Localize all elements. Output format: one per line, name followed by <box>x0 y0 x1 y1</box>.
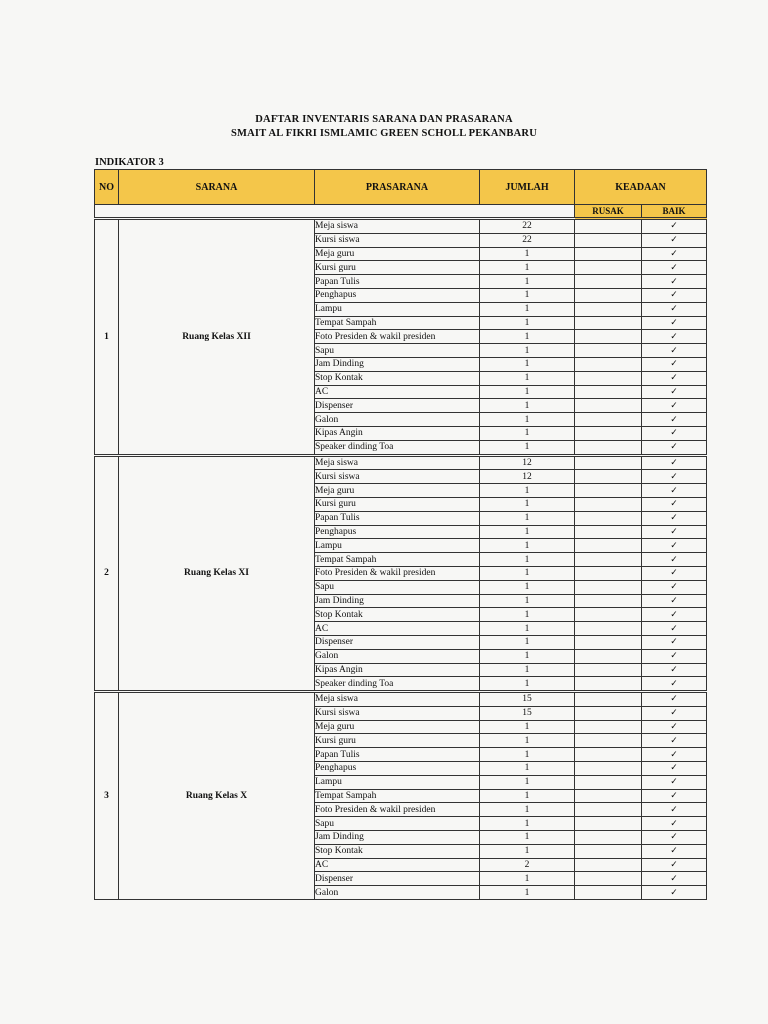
item-prasarana: Meja guru <box>315 247 480 261</box>
check-icon: ✓ <box>642 580 707 594</box>
item-rusak <box>575 371 642 385</box>
item-rusak <box>575 344 642 358</box>
item-jumlah: 1 <box>480 399 575 413</box>
item-jumlah: 1 <box>480 247 575 261</box>
item-prasarana: Kipas Angin <box>315 663 480 677</box>
item-rusak <box>575 553 642 567</box>
item-rusak <box>575 844 642 858</box>
table-row <box>95 219 707 234</box>
item-prasarana: Jam Dinding <box>315 594 480 608</box>
check-icon: ✓ <box>642 720 707 734</box>
item-prasarana: Meja siswa <box>315 692 480 707</box>
item-prasarana: Lampu <box>315 539 480 553</box>
item-prasarana: Penghapus <box>315 762 480 776</box>
item-rusak <box>575 817 642 831</box>
item-prasarana: Tempat Sampah <box>315 789 480 803</box>
check-icon: ✓ <box>642 261 707 275</box>
item-prasarana: Foto Presiden & wakil presiden <box>315 566 480 580</box>
check-icon: ✓ <box>642 566 707 580</box>
item-prasarana: Jam Dinding <box>315 357 480 371</box>
item-rusak <box>575 720 642 734</box>
header-prasarana: PRASARANA <box>315 170 480 205</box>
check-icon: ✓ <box>642 511 707 525</box>
item-jumlah: 1 <box>480 831 575 845</box>
item-prasarana: Stop Kontak <box>315 844 480 858</box>
item-prasarana: Penghapus <box>315 288 480 302</box>
header-keadaan: KEADAAN <box>575 170 707 205</box>
item-jumlah: 15 <box>480 692 575 707</box>
item-jumlah: 1 <box>480 440 575 455</box>
item-rusak <box>575 288 642 302</box>
item-jumlah: 1 <box>480 635 575 649</box>
item-prasarana: Meja guru <box>315 484 480 498</box>
item-jumlah: 22 <box>480 233 575 247</box>
item-jumlah: 1 <box>480 330 575 344</box>
item-jumlah: 1 <box>480 608 575 622</box>
item-jumlah: 1 <box>480 872 575 886</box>
item-prasarana: Lampu <box>315 302 480 316</box>
table-row <box>95 455 707 470</box>
item-jumlah: 15 <box>480 706 575 720</box>
item-rusak <box>575 692 642 707</box>
header-sarana: SARANA <box>119 170 315 205</box>
item-prasarana: Foto Presiden & wakil presiden <box>315 330 480 344</box>
group-number: 3 <box>95 692 119 900</box>
check-icon: ✓ <box>642 553 707 567</box>
item-rusak <box>575 886 642 900</box>
item-rusak <box>575 539 642 553</box>
check-icon: ✓ <box>642 734 707 748</box>
check-icon: ✓ <box>642 413 707 427</box>
item-rusak <box>575 775 642 789</box>
item-rusak <box>575 858 642 872</box>
item-prasarana: Papan Tulis <box>315 275 480 289</box>
item-prasarana: Penghapus <box>315 525 480 539</box>
item-prasarana: Meja siswa <box>315 219 480 234</box>
item-rusak <box>575 594 642 608</box>
check-icon: ✓ <box>642 608 707 622</box>
item-jumlah: 1 <box>480 511 575 525</box>
item-jumlah: 1 <box>480 649 575 663</box>
item-prasarana: Kursi siswa <box>315 470 480 484</box>
item-rusak <box>575 525 642 539</box>
item-jumlah: 1 <box>480 316 575 330</box>
item-jumlah: 1 <box>480 357 575 371</box>
check-icon: ✓ <box>642 748 707 762</box>
item-jumlah: 1 <box>480 663 575 677</box>
item-rusak <box>575 803 642 817</box>
item-rusak <box>575 413 642 427</box>
check-icon: ✓ <box>642 858 707 872</box>
item-prasarana: AC <box>315 385 480 399</box>
group-number: 1 <box>95 219 119 456</box>
item-jumlah: 1 <box>480 720 575 734</box>
check-icon: ✓ <box>642 886 707 900</box>
check-icon: ✓ <box>642 371 707 385</box>
header-jumlah: JUMLAH <box>480 170 575 205</box>
item-jumlah: 1 <box>480 734 575 748</box>
item-prasarana: Stop Kontak <box>315 608 480 622</box>
item-prasarana: Galon <box>315 886 480 900</box>
check-icon: ✓ <box>642 872 707 886</box>
check-icon: ✓ <box>642 302 707 316</box>
item-rusak <box>575 497 642 511</box>
item-rusak <box>575 608 642 622</box>
item-rusak <box>575 734 642 748</box>
item-rusak <box>575 635 642 649</box>
item-jumlah: 1 <box>480 413 575 427</box>
check-icon: ✓ <box>642 316 707 330</box>
check-icon: ✓ <box>642 594 707 608</box>
item-rusak <box>575 440 642 455</box>
item-prasarana: Sapu <box>315 817 480 831</box>
item-jumlah: 1 <box>480 775 575 789</box>
item-rusak <box>575 622 642 636</box>
item-prasarana: Speaker dinding Toa <box>315 677 480 692</box>
header-no: NO <box>95 170 119 205</box>
check-icon: ✓ <box>642 539 707 553</box>
item-prasarana: Sapu <box>315 344 480 358</box>
item-prasarana: Galon <box>315 649 480 663</box>
item-rusak <box>575 872 642 886</box>
group-number: 2 <box>95 455 119 692</box>
check-icon: ✓ <box>642 426 707 440</box>
check-icon: ✓ <box>642 635 707 649</box>
item-rusak <box>575 219 642 234</box>
item-jumlah: 1 <box>480 288 575 302</box>
item-jumlah: 1 <box>480 817 575 831</box>
item-jumlah: 22 <box>480 219 575 234</box>
item-prasarana: Tempat Sampah <box>315 316 480 330</box>
item-prasarana: Sapu <box>315 580 480 594</box>
item-jumlah: 1 <box>480 566 575 580</box>
item-rusak <box>575 470 642 484</box>
check-icon: ✓ <box>642 455 707 470</box>
document-title: DAFTAR INVENTARIS SARANA DAN PRASARANA <box>255 114 513 125</box>
item-jumlah: 1 <box>480 539 575 553</box>
item-prasarana: AC <box>315 858 480 872</box>
header-baik: BAIK <box>642 205 707 219</box>
item-rusak <box>575 426 642 440</box>
check-icon: ✓ <box>642 399 707 413</box>
group-sarana: Ruang Kelas XI <box>119 455 315 692</box>
item-jumlah: 1 <box>480 497 575 511</box>
item-jumlah: 1 <box>480 622 575 636</box>
item-jumlah: 1 <box>480 762 575 776</box>
item-jumlah: 1 <box>480 803 575 817</box>
item-jumlah: 1 <box>480 371 575 385</box>
item-jumlah: 1 <box>480 789 575 803</box>
item-prasarana: Stop Kontak <box>315 371 480 385</box>
item-jumlah: 12 <box>480 470 575 484</box>
item-rusak <box>575 484 642 498</box>
header-spacer <box>95 205 575 219</box>
item-rusak <box>575 233 642 247</box>
item-prasarana: Papan Tulis <box>315 748 480 762</box>
check-icon: ✓ <box>642 440 707 455</box>
item-rusak <box>575 748 642 762</box>
item-jumlah: 2 <box>480 858 575 872</box>
item-rusak <box>575 247 642 261</box>
item-rusak <box>575 357 642 371</box>
check-icon: ✓ <box>642 330 707 344</box>
item-prasarana: Dispenser <box>315 399 480 413</box>
item-jumlah: 12 <box>480 455 575 470</box>
item-rusak <box>575 302 642 316</box>
item-prasarana: Lampu <box>315 775 480 789</box>
item-rusak <box>575 261 642 275</box>
item-jumlah: 1 <box>480 844 575 858</box>
check-icon: ✓ <box>642 677 707 692</box>
item-jumlah: 1 <box>480 886 575 900</box>
item-rusak <box>575 663 642 677</box>
item-jumlah: 1 <box>480 426 575 440</box>
item-jumlah: 1 <box>480 261 575 275</box>
check-icon: ✓ <box>642 762 707 776</box>
check-icon: ✓ <box>642 775 707 789</box>
item-rusak <box>575 762 642 776</box>
item-prasarana: Foto Presiden & wakil presiden <box>315 803 480 817</box>
item-rusak <box>575 831 642 845</box>
item-prasarana: Galon <box>315 413 480 427</box>
item-prasarana: Meja siswa <box>315 455 480 470</box>
check-icon: ✓ <box>642 233 707 247</box>
item-prasarana: Kursi siswa <box>315 706 480 720</box>
item-rusak <box>575 649 642 663</box>
check-icon: ✓ <box>642 344 707 358</box>
check-icon: ✓ <box>642 649 707 663</box>
item-jumlah: 1 <box>480 594 575 608</box>
check-icon: ✓ <box>642 831 707 845</box>
item-prasarana: Kipas Angin <box>315 426 480 440</box>
item-prasarana: Papan Tulis <box>315 511 480 525</box>
item-prasarana: Kursi guru <box>315 734 480 748</box>
item-jumlah: 1 <box>480 748 575 762</box>
check-icon: ✓ <box>642 525 707 539</box>
item-prasarana: Kursi siswa <box>315 233 480 247</box>
indicator-label: INDIKATOR 3 <box>95 157 164 168</box>
inventory-table <box>94 169 707 900</box>
item-rusak <box>575 316 642 330</box>
item-rusak <box>575 566 642 580</box>
check-icon: ✓ <box>642 622 707 636</box>
item-jumlah: 1 <box>480 553 575 567</box>
check-icon: ✓ <box>642 484 707 498</box>
check-icon: ✓ <box>642 357 707 371</box>
item-prasarana: Meja guru <box>315 720 480 734</box>
item-jumlah: 1 <box>480 677 575 692</box>
header-rusak: RUSAK <box>575 205 642 219</box>
item-rusak <box>575 399 642 413</box>
check-icon: ✓ <box>642 470 707 484</box>
item-rusak <box>575 385 642 399</box>
item-rusak <box>575 275 642 289</box>
group-sarana: Ruang Kelas XII <box>119 219 315 456</box>
item-prasarana: AC <box>315 622 480 636</box>
item-rusak <box>575 330 642 344</box>
check-icon: ✓ <box>642 497 707 511</box>
check-icon: ✓ <box>642 275 707 289</box>
check-icon: ✓ <box>642 844 707 858</box>
item-prasarana: Speaker dinding Toa <box>315 440 480 455</box>
item-prasarana: Tempat Sampah <box>315 553 480 567</box>
item-rusak <box>575 580 642 594</box>
item-jumlah: 1 <box>480 385 575 399</box>
group-sarana: Ruang Kelas X <box>119 692 315 900</box>
check-icon: ✓ <box>642 692 707 707</box>
check-icon: ✓ <box>642 663 707 677</box>
item-rusak <box>575 789 642 803</box>
check-icon: ✓ <box>642 247 707 261</box>
check-icon: ✓ <box>642 385 707 399</box>
item-jumlah: 1 <box>480 484 575 498</box>
document-subtitle: SMAIT AL FIKRI ISMLAMIC GREEN SCHOLL PEKANBARU <box>231 128 537 139</box>
check-icon: ✓ <box>642 789 707 803</box>
item-rusak <box>575 455 642 470</box>
item-rusak <box>575 706 642 720</box>
check-icon: ✓ <box>642 288 707 302</box>
item-prasarana: Kursi guru <box>315 261 480 275</box>
item-jumlah: 1 <box>480 275 575 289</box>
item-prasarana: Jam Dinding <box>315 831 480 845</box>
item-rusak <box>575 511 642 525</box>
item-jumlah: 1 <box>480 344 575 358</box>
item-prasarana: Kursi guru <box>315 497 480 511</box>
item-prasarana: Dispenser <box>315 635 480 649</box>
item-rusak <box>575 677 642 692</box>
item-prasarana: Dispenser <box>315 872 480 886</box>
item-jumlah: 1 <box>480 302 575 316</box>
item-jumlah: 1 <box>480 525 575 539</box>
check-icon: ✓ <box>642 803 707 817</box>
check-icon: ✓ <box>642 706 707 720</box>
table-row <box>95 692 707 707</box>
check-icon: ✓ <box>642 817 707 831</box>
check-icon: ✓ <box>642 219 707 234</box>
item-jumlah: 1 <box>480 580 575 594</box>
inventory-body <box>95 219 707 900</box>
